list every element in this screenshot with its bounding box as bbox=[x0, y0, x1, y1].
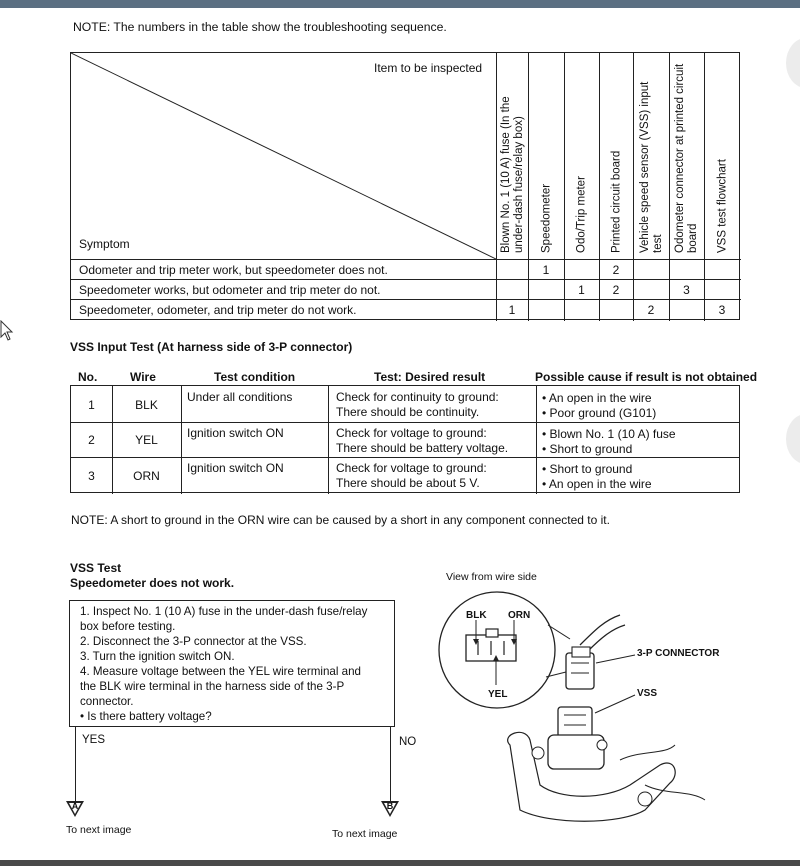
matrix-cell: 1 bbox=[508, 303, 516, 317]
row-wire: ORN bbox=[133, 469, 160, 483]
column-header-vss-flowchart: VSS test flowchart bbox=[704, 53, 740, 259]
view-from-wire-side: View from wire side bbox=[446, 571, 537, 583]
matrix-cell bbox=[564, 300, 599, 320]
marker-a: A bbox=[71, 801, 79, 811]
vss-input-title: VSS Input Test (At harness side of 3-P connector) bbox=[70, 340, 353, 354]
row-condition: Under all conditions bbox=[187, 390, 293, 404]
step-line: • Is there battery voltage? bbox=[80, 710, 212, 723]
col-header-cause: Possible cause if result is not obtained bbox=[535, 370, 758, 384]
row-cause-1: • An open in the wire bbox=[542, 391, 652, 405]
row-result-1: Check for voltage to ground: bbox=[336, 461, 487, 475]
column-header-vss-input: Vehicle speed sensor (VSS) input test bbox=[633, 53, 669, 259]
wire-label-blk: BLK bbox=[466, 610, 487, 621]
row-wire: BLK bbox=[135, 398, 158, 412]
window-top-bar bbox=[0, 0, 800, 8]
row-no: 1 bbox=[88, 398, 95, 412]
row-result-1: Check for continuity to ground: bbox=[336, 390, 499, 404]
symptom-row-1: Odometer and trip meter work, but speedometer does not. bbox=[79, 263, 388, 277]
row-cause-2: • Poor ground (G101) bbox=[542, 406, 657, 420]
matrix-cell: 3 bbox=[718, 303, 726, 317]
window-bottom-bar bbox=[0, 860, 800, 866]
row-no: 3 bbox=[88, 469, 95, 483]
col-header-no: No. bbox=[78, 370, 98, 384]
matrix-cell: 2 bbox=[647, 303, 655, 317]
step-line: 1. Inspect No. 1 (10 A) fuse in the under-dash fuse/relay bbox=[80, 605, 368, 618]
matrix-cell: 3 bbox=[683, 283, 690, 297]
row-wire: YEL bbox=[135, 433, 158, 447]
connector-label: 3-P CONNECTOR bbox=[637, 648, 720, 659]
row-cause-1: • Short to ground bbox=[542, 462, 633, 476]
column-header-odometer-connector: Odometer connector at printed circuit board bbox=[669, 53, 704, 259]
scroll-ghost-icon bbox=[786, 38, 800, 88]
step-line: the BLK wire terminal in the harness side of the 3-P bbox=[80, 680, 345, 693]
vss-connector-diagram bbox=[430, 585, 760, 835]
matrix-cell bbox=[704, 260, 740, 280]
row-cause-2: • Short to ground bbox=[542, 442, 633, 456]
step-line: connector. bbox=[80, 695, 134, 708]
row-condition: Ignition switch ON bbox=[187, 426, 284, 440]
matrix-cell: 2 bbox=[612, 283, 620, 297]
step-line: 4. Measure voltage between the YEL wire terminal and bbox=[80, 665, 361, 678]
wire-label-yel: YEL bbox=[488, 689, 508, 700]
matrix-cell bbox=[564, 260, 599, 280]
row-condition: Ignition switch ON bbox=[187, 461, 284, 475]
matrix-cell bbox=[496, 280, 528, 300]
matrix-cell bbox=[669, 260, 704, 280]
scroll-ghost-icon bbox=[786, 414, 800, 464]
column-header-odo-trip: Odo/Trip meter bbox=[564, 53, 599, 259]
symptom-row-2: Speedometer works, but odometer and trip meter do not. bbox=[79, 283, 381, 297]
vss-test-subtitle: Speedometer does not work. bbox=[70, 576, 235, 590]
troubleshooting-matrix bbox=[70, 52, 740, 320]
vss-label: VSS bbox=[637, 688, 658, 699]
yes-branch-line bbox=[75, 727, 76, 801]
yes-label: YES bbox=[82, 734, 106, 746]
column-header-speedometer: Speedometer bbox=[528, 53, 564, 259]
matrix-cell bbox=[633, 260, 669, 280]
col-header-wire: Wire bbox=[130, 370, 156, 384]
step-line: 3. Turn the ignition switch ON. bbox=[80, 650, 235, 663]
next-image-b: To next image bbox=[332, 828, 398, 840]
row-no: 2 bbox=[88, 433, 95, 447]
item-label: Item to be inspected bbox=[374, 61, 483, 75]
no-label: NO bbox=[399, 736, 417, 748]
matrix-cell bbox=[528, 300, 564, 320]
step-line: 2. Disconnect the 3-P connector at the VSS. bbox=[80, 635, 307, 648]
row-result-2: There should be continuity. bbox=[336, 405, 480, 419]
row-result-2: There should be battery voltage. bbox=[336, 441, 509, 455]
matrix-cell bbox=[528, 280, 564, 300]
step-line: box before testing. bbox=[80, 620, 176, 633]
vss-test-step-box bbox=[69, 600, 395, 727]
matrix-cell bbox=[704, 280, 740, 300]
matrix-cell bbox=[599, 300, 633, 320]
mouse-cursor-icon bbox=[0, 320, 14, 342]
matrix-cell: 1 bbox=[542, 263, 550, 277]
note-sequence: NOTE: The numbers in the table show the troubleshooting sequence. bbox=[73, 20, 447, 34]
matrix-cell bbox=[669, 300, 704, 320]
header-diagonal bbox=[71, 53, 496, 259]
vss-test-title: VSS Test bbox=[70, 561, 122, 575]
vss-input-table bbox=[70, 385, 740, 493]
next-image-a: To next image bbox=[66, 824, 132, 836]
matrix-cell bbox=[633, 280, 669, 300]
row-cause-2: • An open in the wire bbox=[542, 477, 652, 491]
matrix-cell: 2 bbox=[612, 263, 620, 277]
symptom-row-3: Speedometer, odometer, and trip meter do not work. bbox=[79, 303, 357, 317]
row-result-2: There should be about 5 V. bbox=[336, 476, 480, 490]
column-header-fuse: Blown No. 1 (10 A) fuse (In the under-dash fuse/relay box) bbox=[496, 53, 528, 259]
symptom-label: Symptom bbox=[79, 237, 130, 251]
column-header-pcb: Printed circuit board bbox=[599, 53, 633, 259]
col-header-result: Test: Desired result bbox=[374, 370, 486, 384]
wire-label-orn: ORN bbox=[508, 610, 531, 621]
marker-b: B bbox=[386, 801, 394, 811]
col-header-condition: Test condition bbox=[214, 370, 296, 384]
no-branch-line bbox=[390, 727, 391, 801]
note-orn-short: NOTE: A short to ground in the ORN wire can be caused by a short in any component connected to it. bbox=[71, 513, 610, 527]
matrix-cell bbox=[496, 260, 528, 280]
matrix-cell: 1 bbox=[578, 283, 585, 297]
row-cause-1: • Blown No. 1 (10 A) fuse bbox=[542, 427, 676, 441]
row-result-1: Check for voltage to ground: bbox=[336, 426, 487, 440]
